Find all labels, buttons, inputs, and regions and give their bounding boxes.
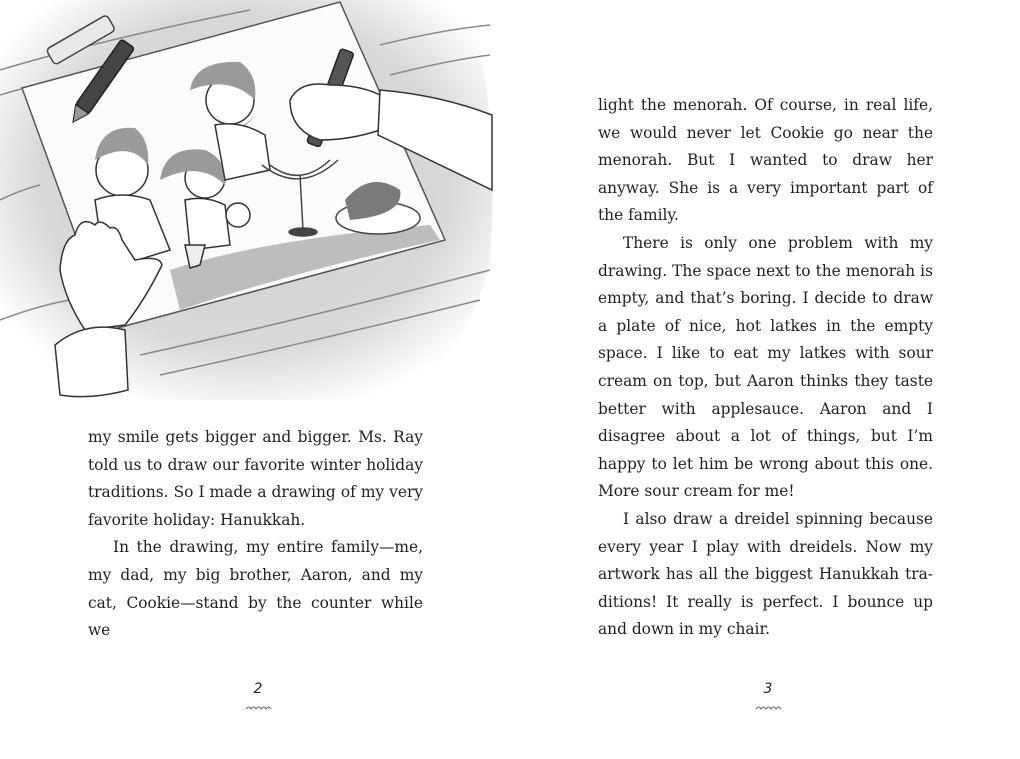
paragraph: In the drawing, my entire family—me, my dad, my big brother, Aaron, and my cat, Cookie—stand by the counter while we: [88, 538, 423, 640]
paragraph: my smile gets bigger and bigger. Ms. Ray told us to draw our favorite winter holiday traditions. So I made a drawing of my very favorite holiday: Hanukkah.: [88, 428, 423, 529]
right-page: [510, 0, 1020, 759]
left-page-text: [88, 424, 423, 645]
page-ornament-icon: [244, 703, 274, 713]
page-ornament-icon: [754, 703, 784, 713]
right-page-text: [598, 92, 933, 644]
hanukkah-drawing-illustration: [0, 0, 500, 400]
page-number: 2: [253, 681, 263, 697]
paragraph: light the menorah. Of course, in real life, we would never let Cookie go near the menorah. But I wanted to draw her anyway. She is a very important part of the family.: [598, 96, 933, 225]
page-number: 3: [763, 681, 773, 697]
paragraph: There is only one problem with my drawing. The space next to the menorah is empty, and that’s boring. I decide to draw a plate of nice, hot latkes in the empty space. I like to eat my latkes with sour cream on top, but Aaron thinks they taste better with applesauce. Aaron and I disagree about a lot of things, but I’m happy to let him be wrong about this one. More sour cream for me!: [598, 233, 933, 501]
paragraph: I also draw a dreidel spinning because every year I play with dreidels. Now my artwork has all the biggest Hanukkah traditions! It really is perfect. I bounce up and down in my chair.: [598, 509, 933, 639]
